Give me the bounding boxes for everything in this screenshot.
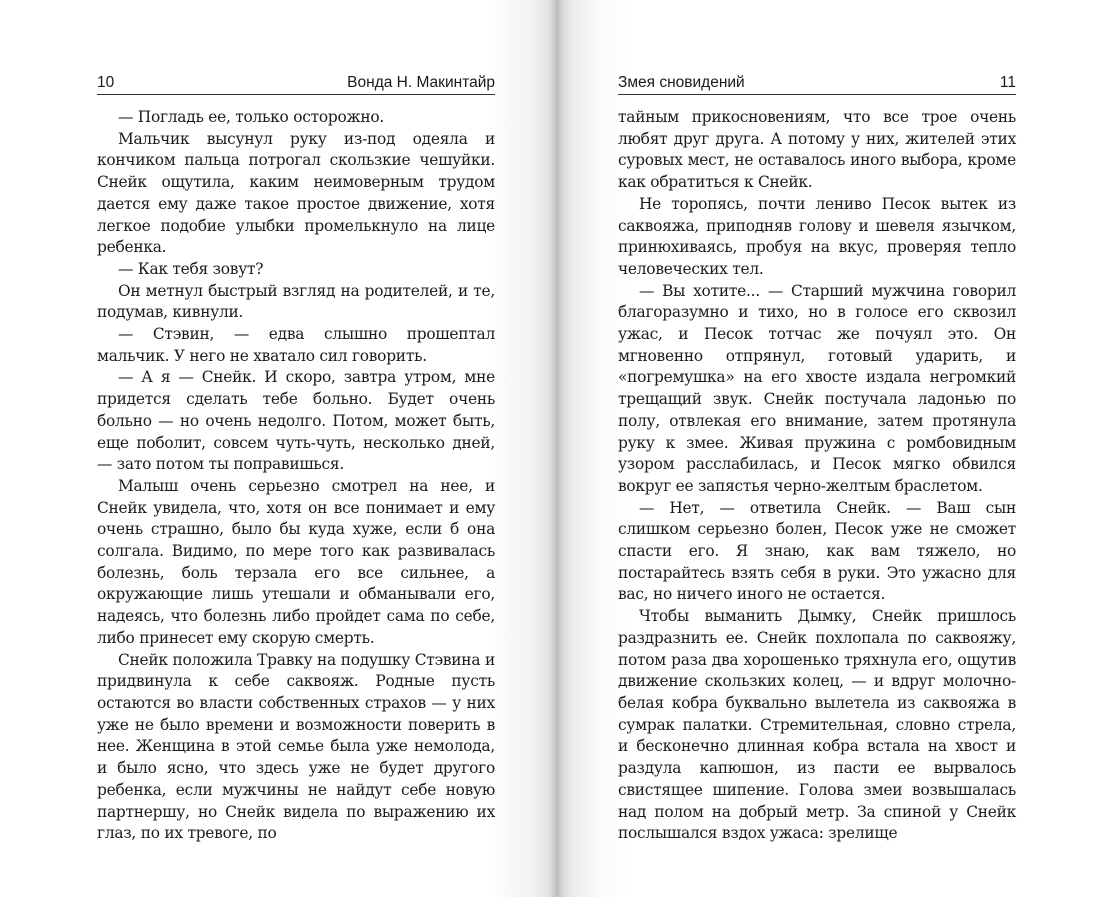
- right-running-header: [618, 72, 1016, 95]
- right-page-number: 11: [999, 74, 1016, 91]
- paragraph: — Нет, — ответила Снейк. — Ваш сын слишком серьезно болен, Песок уже не сможет спасти его. Я знаю, как вам тяжело, но постарайтесь взять себя в руки. Это ужасно для вас, но ничего иного не остается.: [618, 498, 1016, 604]
- right-running-head: Змея сновидений: [618, 74, 745, 91]
- paragraph: тайным прикосновениям, что все трое очень любят друг друга. А потому у них, жителей этих суровых мест, не оставалось иного выбора, кроме как обратиться к Снейк.: [618, 108, 1016, 192]
- paragraph: Чтобы выманить Дымку, Снейк пришлось раздразнить ее. Снейк похлопала по саквояжу, потом раза два хорошенько тряхнула его, ощутив движение скользких колец, — и вдруг молочно-белая кобра буквально вылетела из саквояжа в сумрак палатки. Стремительная, словно стрела, и бесконечно длинная кобра встала на хвост и раздула капюшон, из пасти ее вырвалось свистящее шипение. Голова змеи возвышалась над полом на добрый метр. За спиной у Снейк послышался вздох ужаса: зрелище: [618, 607, 1016, 843]
- paragraph: — Стэвин, — едва слышно прошептал мальчик. У него не хватало сил говорить.: [97, 325, 495, 365]
- paragraph: Мальчик высунул руку из-под одеяла и кончиком пальца потрогал скользкие чешуйки. Снейк ощутила, каким неимоверным трудом дается ему даже такое простое движение, хотя легкое подобие улыбки промелькнуло на лице ребенка.: [97, 129, 495, 257]
- right-page-text: [618, 107, 1016, 845]
- left-page-number: 10: [97, 74, 115, 91]
- paragraph: — Погладь ее, только осторожно.: [118, 108, 385, 126]
- paragraph: Малыш очень серьезно смотрел на нее, и Снейк увидела, что, хотя он все понимает и ему очень страшно, было бы куда хуже, если б она солгала. Видимо, по мере того как развивалась болезнь, боль терзала его все сильнее, а окружающие лишь утешали и обманывали его, надеясь, что болезнь либо пройдет сама по себе, либо принесет ему скорую смерть.: [97, 476, 495, 647]
- paragraph: Он метнул быстрый взгляд на родителей, и те, подумав, кивнули.: [97, 281, 495, 322]
- paragraph: — Как тебя зовут?: [118, 259, 264, 278]
- paragraph: Не торопясь, почти лениво Песок вытек из саквояжа, приподняв голову и шевеля язычком, принюхиваясь, пробуя на вкус, проверяя тепло человеческих тел.: [618, 194, 1016, 278]
- left-running-header: [97, 72, 495, 95]
- book-gutter: [548, 0, 564, 897]
- paragraph: Снейк положила Травку на подушку Стэвина и придвинула к себе саквояж. Родные пусть остаются во власти собственных страхов — у них уже не было времени и возможности поверить в нее. Женщина в этой семье была уже немолода, и было ясно, что здесь уже не будет другого ребенка, если мужчины не найдут себе новую партнершу, но Снейк видела по выражению их глаз, по их тревоге, по: [97, 650, 495, 843]
- paragraph: — А я — Снейк. И скоро, завтра утром, мне придется сделать тебе больно. Будет очень больно — но очень недолго. Потом, может быть, еще поболит, совсем чуть-чуть, несколько дней, — зато потом ты поправишься.: [97, 368, 495, 474]
- paragraph: — Вы хотите... — Старший мужчина говорил благоразумно и тихо, но в голосе его сквозил ужас, и Песок тотчас же почуял это. Он мгновенно отпрянул, готовый ударить, и «погремушка» на его хвосте издала негромкий трещащий звук. Снейк постучала ладонью по полу, отвлекая его внимание, затем протянула руку к змее. Живая пружина с ромбовидным узором расслабилась, и Песок мягко обвился вокруг ее запястья черно-желтым браслетом.: [618, 281, 1016, 495]
- left-running-head: Вонда Н. Макинтайр: [347, 74, 495, 91]
- left-page-text: [97, 107, 495, 845]
